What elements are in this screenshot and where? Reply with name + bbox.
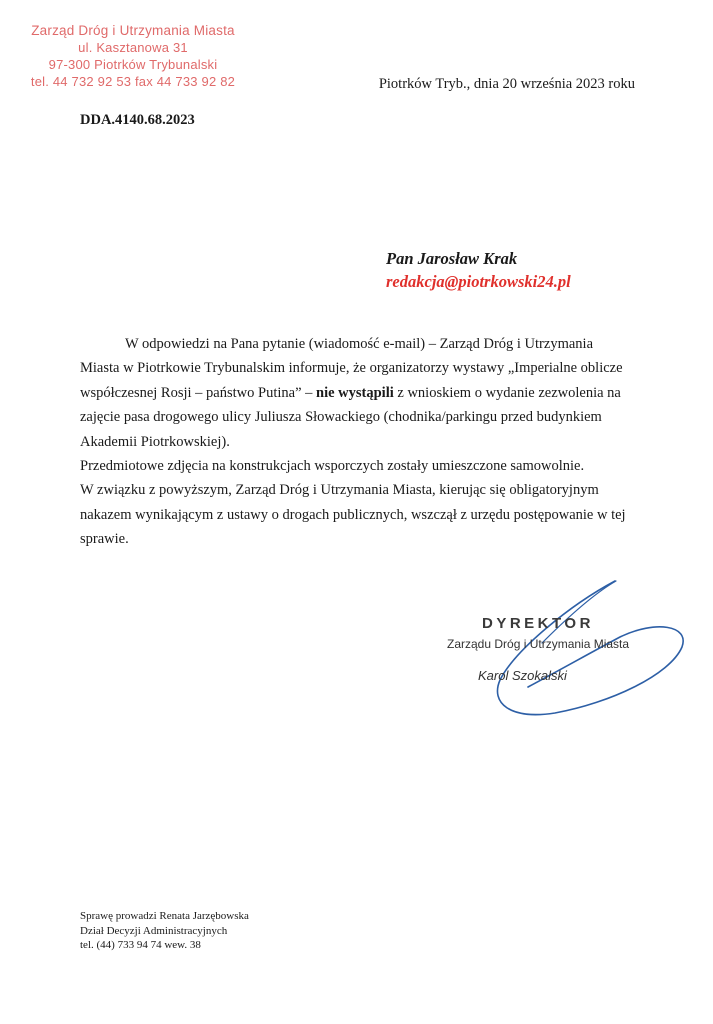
stamp-phone-fax: tel. 44 732 92 53 fax 44 733 92 82 (30, 74, 236, 89)
recipient-block (386, 247, 571, 293)
recipient-name: Pan Jarosław Krak (386, 249, 518, 268)
paragraph-3-line-1: W związku z powyższym, Zarząd Dróg i Utrzymania Miasta, kierując się obligatoryjnym (80, 482, 599, 499)
footer-phone: tel. (44) 733 94 74 wew. 38 (80, 939, 201, 951)
signatory-organization: Zarządu Dróg i Utrzymania Miasta (447, 637, 630, 651)
stamp-org-name: Zarząd Dróg i Utrzymania Miasta (31, 23, 235, 38)
paragraph-1-line-3-end: z wnioskiem o wydanie zezwolenia na (393, 384, 621, 401)
paragraph-1-line-4: zajęcie pasa drogowego ulicy Juliusza Słowackiego (chodnika/parkingu przed budynkiem (80, 409, 602, 426)
signature-block (420, 575, 690, 720)
paragraph-1-line-5: Akademii Piotrkowskiej). (80, 433, 230, 450)
footer-department: Dział Decyzji Administracyjnych (80, 924, 228, 937)
paragraph-1-line-1: W odpowiedzi na Pana pytanie (wiadomość e-mail) – Zarząd Dróg i Utrzymania (125, 336, 594, 352)
organization-stamp (20, 22, 246, 90)
emphasis-not-applied: nie wystąpili (316, 384, 394, 401)
paragraph-3-line-2: nakazem wynikającym z ustawy o drogach publicznych, wszczął z urzędu postępowanie w tej (80, 506, 626, 523)
stamp-street: ul. Kasztanowa 31 (78, 40, 188, 55)
stamp-city: 97-300 Piotrków Trybunalski (48, 57, 218, 72)
paragraph-1-line-2: Miasta w Piotrkowie Trybunalskim informuje, że organizatorzy wystawy „Imperialne oblicze (80, 360, 623, 377)
reference-number: DDA.4140.68.2023 (80, 112, 195, 128)
signatory-title: DYREKTOR (482, 615, 594, 632)
footer-case-handler: Sprawę prowadzi Renata Jarzębowska (80, 910, 249, 922)
paragraph-1-line-3 (80, 381, 635, 405)
recipient-email: redakcja@piotrkowski24.pl (386, 272, 571, 291)
place-and-date: Piotrków Tryb., dnia 20 września 2023 roku (378, 76, 635, 92)
paragraph-2: Przedmiotowe zdjęcia na konstrukcjach wsporczych zostały umieszczone samowolnie. (80, 458, 585, 475)
paragraph-3-line-3: sprawie. (80, 531, 129, 548)
letter-body (80, 332, 635, 552)
footer-contact (80, 909, 249, 953)
signatory-name: Karol Szokalski (478, 668, 567, 683)
paragraph-1-line-3-start: współczesnej Rosji – państwo Putina” – (80, 384, 317, 401)
